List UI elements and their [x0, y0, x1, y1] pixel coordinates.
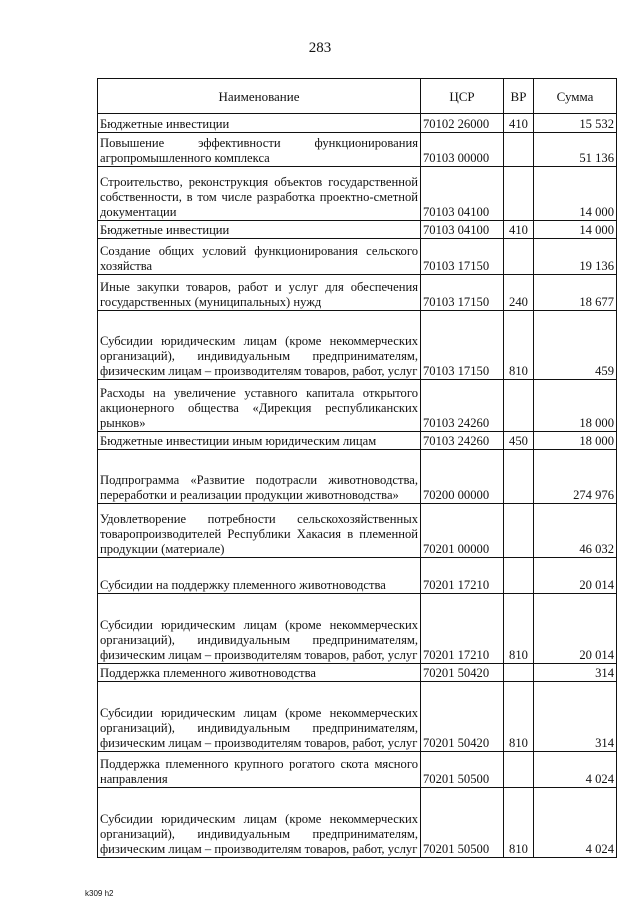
row-csr: 70103 17150	[421, 275, 504, 311]
row-name: Повышение эффективности функционирования агропромышленного комплекса	[98, 133, 421, 167]
table-row	[98, 450, 617, 504]
row-vr: 410	[504, 221, 534, 239]
row-sum: 4 024	[534, 752, 617, 788]
row-csr: 70103 17150	[421, 239, 504, 275]
row-vr	[504, 239, 534, 275]
table-row	[98, 167, 617, 221]
row-csr: 70103 04100	[421, 167, 504, 221]
row-name: Бюджетные инвестиции	[98, 221, 421, 239]
table-row	[98, 558, 617, 594]
row-name: Бюджетные инвестиции иным юридическим лицам	[98, 432, 421, 450]
row-sum: 20 014	[534, 594, 617, 664]
row-sum: 18 000	[534, 380, 617, 432]
row-vr: 240	[504, 275, 534, 311]
row-csr: 70201 50420	[421, 682, 504, 752]
row-vr	[504, 504, 534, 558]
table-row	[98, 114, 617, 133]
row-csr: 70201 17210	[421, 558, 504, 594]
table-row	[98, 664, 617, 682]
row-sum: 314	[534, 682, 617, 752]
budget-table	[97, 78, 617, 858]
row-csr: 70103 24260	[421, 380, 504, 432]
row-csr: 70201 50500	[421, 752, 504, 788]
row-csr: 70201 50500	[421, 788, 504, 858]
row-vr: 810	[504, 788, 534, 858]
row-name: Создание общих условий функционирования сельского хозяйства	[98, 239, 421, 275]
row-name: Расходы на увеличение уставного капитала открытого акционерного общества «Дирекция республиканских рынков»	[98, 380, 421, 432]
row-csr: 70201 50420	[421, 664, 504, 682]
row-name: Поддержка племенного животноводства	[98, 664, 421, 682]
row-vr: 410	[504, 114, 534, 133]
row-name: Иные закупки товаров, работ и услуг для обеспечения государственных (муниципальных) нужд	[98, 275, 421, 311]
row-csr: 70201 17210	[421, 594, 504, 664]
row-csr: 70103 24260	[421, 432, 504, 450]
row-csr: 70103 04100	[421, 221, 504, 239]
row-name: Строительство, реконструкция объектов государственной собственности, в том числе разработка проектно-сметной документации	[98, 167, 421, 221]
row-vr: 810	[504, 311, 534, 380]
row-csr: 70103 17150	[421, 311, 504, 380]
row-csr: 70201 00000	[421, 504, 504, 558]
row-name: Поддержка племенного крупного рогатого скота мясного направления	[98, 752, 421, 788]
row-sum: 18 000	[534, 432, 617, 450]
row-vr	[504, 664, 534, 682]
row-sum: 14 000	[534, 221, 617, 239]
table-row	[98, 380, 617, 432]
header-sum: Сумма	[534, 79, 617, 114]
row-sum: 46 032	[534, 504, 617, 558]
row-name: Подпрограмма «Развитие подотрасли животноводства, переработки и реализации продукции животноводства»	[98, 450, 421, 504]
table-row	[98, 752, 617, 788]
row-name: Субсидии юридическим лицам (кроме некоммерческих организаций), индивидуальным предпринимателям, физическим лицам – производителям товаров, работ, услуг	[98, 311, 421, 380]
row-sum: 20 014	[534, 558, 617, 594]
row-csr: 70102 26000	[421, 114, 504, 133]
row-vr	[504, 167, 534, 221]
table-row	[98, 788, 617, 858]
row-sum: 18 677	[534, 275, 617, 311]
row-vr: 810	[504, 594, 534, 664]
table-row	[98, 682, 617, 752]
row-sum: 19 136	[534, 239, 617, 275]
row-vr	[504, 450, 534, 504]
row-sum: 14 000	[534, 167, 617, 221]
table-row	[98, 594, 617, 664]
table-row	[98, 221, 617, 239]
table-row	[98, 133, 617, 167]
table-row	[98, 311, 617, 380]
row-sum: 314	[534, 664, 617, 682]
row-name: Субсидии на поддержку племенного животноводства	[98, 558, 421, 594]
row-sum: 459	[534, 311, 617, 380]
row-name: Субсидии юридическим лицам (кроме некоммерческих организаций), индивидуальным предпринимателям, физическим лицам – производителям товаров, работ, услуг	[98, 682, 421, 752]
row-name: Субсидии юридическим лицам (кроме некоммерческих организаций), индивидуальным предпринимателям, физическим лицам – производителям товаров, работ, услуг	[98, 788, 421, 858]
row-vr	[504, 133, 534, 167]
row-sum: 15 532	[534, 114, 617, 133]
row-vr: 810	[504, 682, 534, 752]
row-name: Бюджетные инвестиции	[98, 114, 421, 133]
row-name: Субсидии юридическим лицам (кроме некоммерческих организаций), индивидуальным предпринимателям, физическим лицам – производителям товаров, работ, услуг	[98, 594, 421, 664]
header-name: Наименование	[98, 79, 421, 114]
table-header-row	[98, 79, 617, 114]
footer-code: k309 h2	[85, 889, 114, 898]
header-csr: ЦСР	[421, 79, 504, 114]
header-vr: ВР	[504, 79, 534, 114]
row-csr: 70103 00000	[421, 133, 504, 167]
row-sum: 4 024	[534, 788, 617, 858]
table-row	[98, 239, 617, 275]
table-row	[98, 275, 617, 311]
row-vr: 450	[504, 432, 534, 450]
row-vr	[504, 558, 534, 594]
row-sum: 51 136	[534, 133, 617, 167]
row-csr: 70200 00000	[421, 450, 504, 504]
row-sum: 274 976	[534, 450, 617, 504]
page-number: 283	[308, 40, 332, 56]
row-name: Удовлетворение потребности сельскохозяйственных товаропроизводителей Республики Хакасия в племенной продукции (материале)	[98, 504, 421, 558]
table-row	[98, 432, 617, 450]
table-row	[98, 504, 617, 558]
row-vr	[504, 752, 534, 788]
row-vr	[504, 380, 534, 432]
